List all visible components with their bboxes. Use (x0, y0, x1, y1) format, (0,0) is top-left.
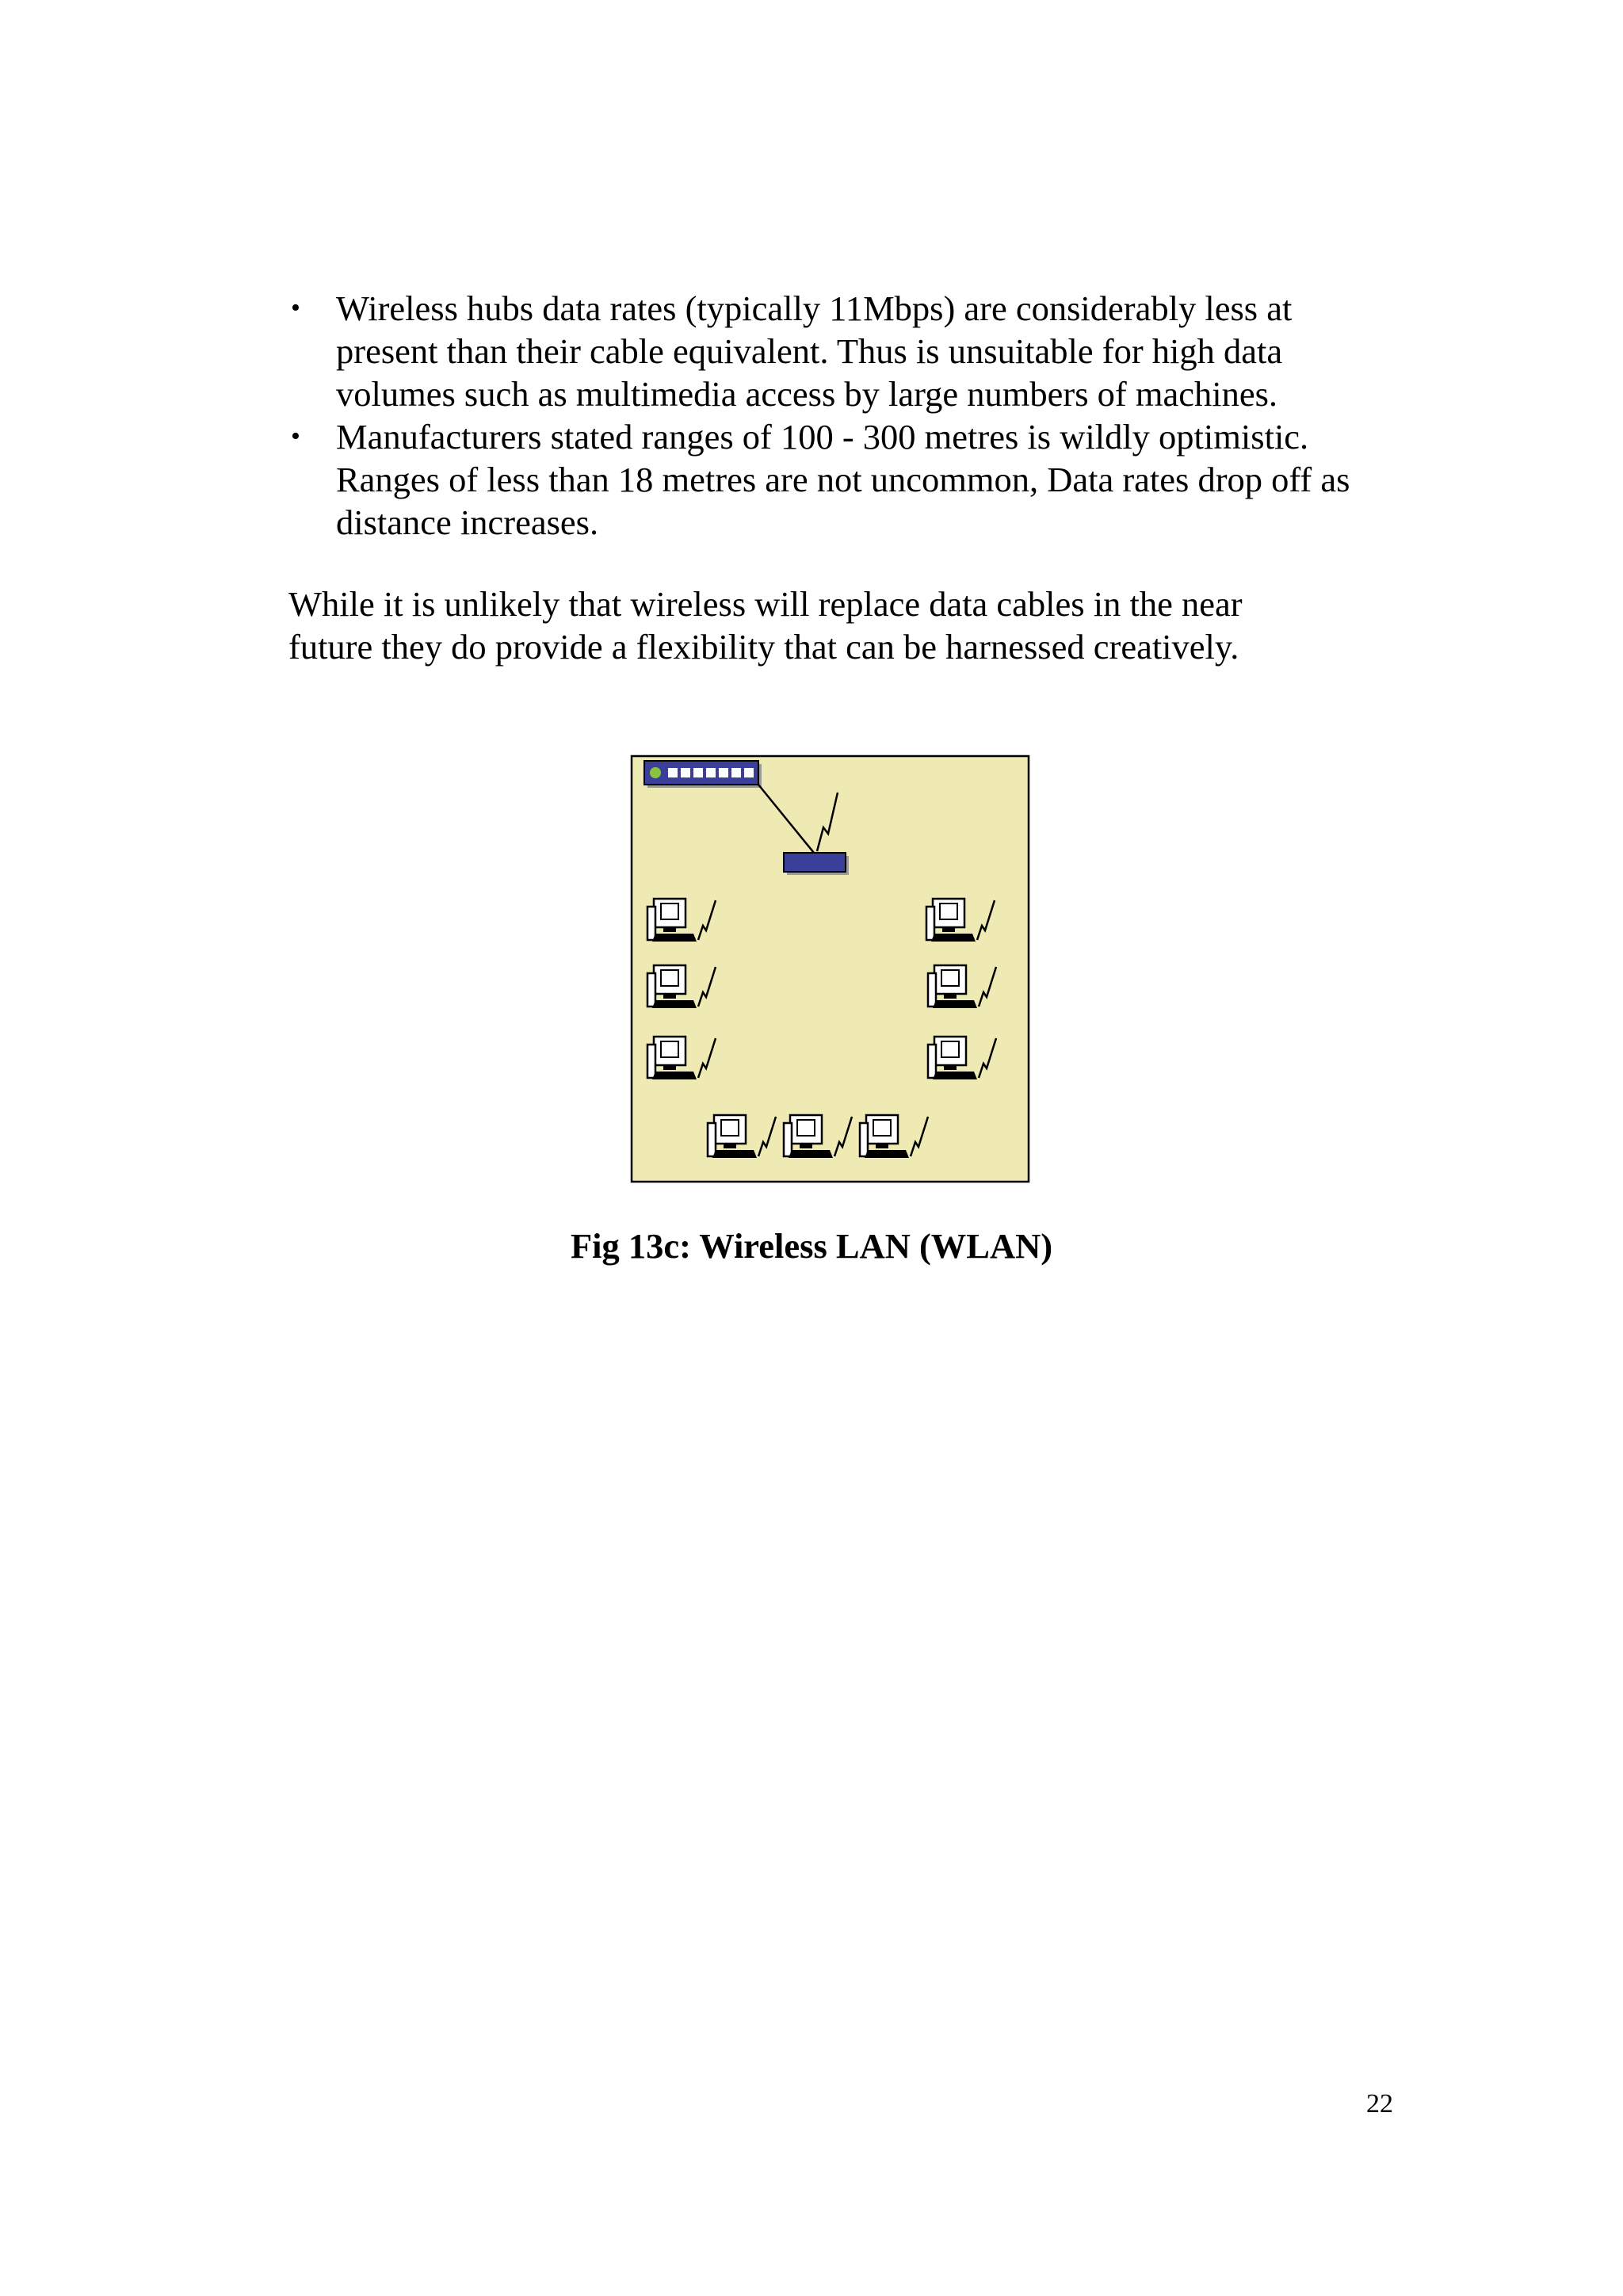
hub-icon (644, 761, 762, 788)
bullet-list (288, 287, 1397, 544)
body-paragraph: While it is unlikely that wireless will replace data cables in the near future they do provide a flexibility that can be harnessed creatively. (288, 584, 1243, 667)
list-item (288, 415, 1397, 544)
bullet-icon: • (291, 422, 300, 451)
page-number: 22 (1366, 2089, 1393, 2118)
bullet-text: Wireless hubs data rates (typically 11Mbps) are considerably less at present than their cable equivalent. Thus is unsuitable for high data volumes such as multimedia access by large numbers of machines. (336, 288, 1293, 414)
diagram-background (632, 756, 1029, 1182)
bullet-icon: • (291, 293, 300, 323)
wlan-diagram (630, 755, 1030, 1183)
figure-caption: Fig 13c: Wireless LAN (WLAN) (570, 1226, 1053, 1266)
list-item (288, 287, 1397, 415)
bullet-text: Manufacturers stated ranges of 100 - 300 metres is wildly optimistic. Ranges of less than 18 metres are not uncommon, Data rates drop off as distance increases. (336, 417, 1350, 542)
